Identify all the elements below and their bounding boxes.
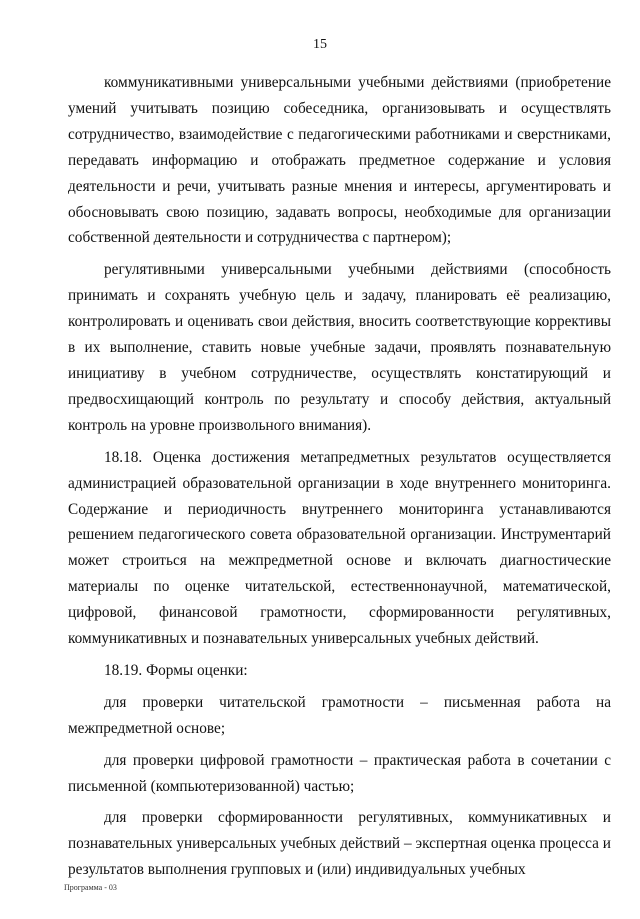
paragraph-18-18: 18.18. Оценка достижения метапредметных результатов осуществляется администрацией образовательной организации в ходе внутреннего мониторинга. Содержание и периодичность внутреннего мониторинга устанавливаются решением педагогического совета образовательной организации. Инструментарий может строиться на межпредметной основе и включать диагностические материалы по оценке читательской, естественнонаучной, математической, цифровой, финансовой грамотности, сформированности регулятивных, коммуникативных и познавательных универсальных учебных действий. [68,448,611,648]
paragraph-regulative-actions: регулятивными универсальными учебными действиями (способность принимать и сохранять учебную цель и задачу, планировать её реализацию, контролировать и оценивать свои действия, вносить соответствующие коррективы в их выполнение, ставить новые учебные задачи, проявлять познавательную инициативу в учебном сотрудничестве, осуществлять констатирующий и предвосхищающий контроль по результату и способу действия, актуальный контроль на уровне произвольного внимания). [68,261,611,434]
paragraph-reading-literacy: для проверки читательской грамотности – письменная работа на межпредметной основе; [68,693,611,737]
body-text [68,70,611,887]
paragraph-communicative-actions: коммуникативными универсальными учебными действиями (приобретение умений учитывать позицию собеседника, организовывать и осуществлять сотрудничество, взаимодействие с педагогическими работниками и сверстниками, передавать информацию и отображать предметное содержание и условия деятельности и речи, учитывать разные мнения и интересы, аргументировать и обосновывать свою позицию, задавать вопросы, необходимые для организации собственной деятельности и сотрудничества с партнером); [68,74,611,247]
paragraph-18-19-heading: 18.19. Формы оценки: [104,661,248,679]
paragraph-digital-literacy: для проверки цифровой грамотности – практическая работа в сочетании с письменной (компьютеризованной) частью; [68,751,611,795]
page-number: 15 [313,37,327,52]
paragraph-universal-actions-check: для проверки сформированности регулятивных, коммуникативных и познавательных универсальных учебных действий – экспертная оценка процесса и результатов выполнения групповых и (или) индивидуальных учебных [68,809,611,879]
footer-program-label: Программа - 03 [64,883,117,892]
